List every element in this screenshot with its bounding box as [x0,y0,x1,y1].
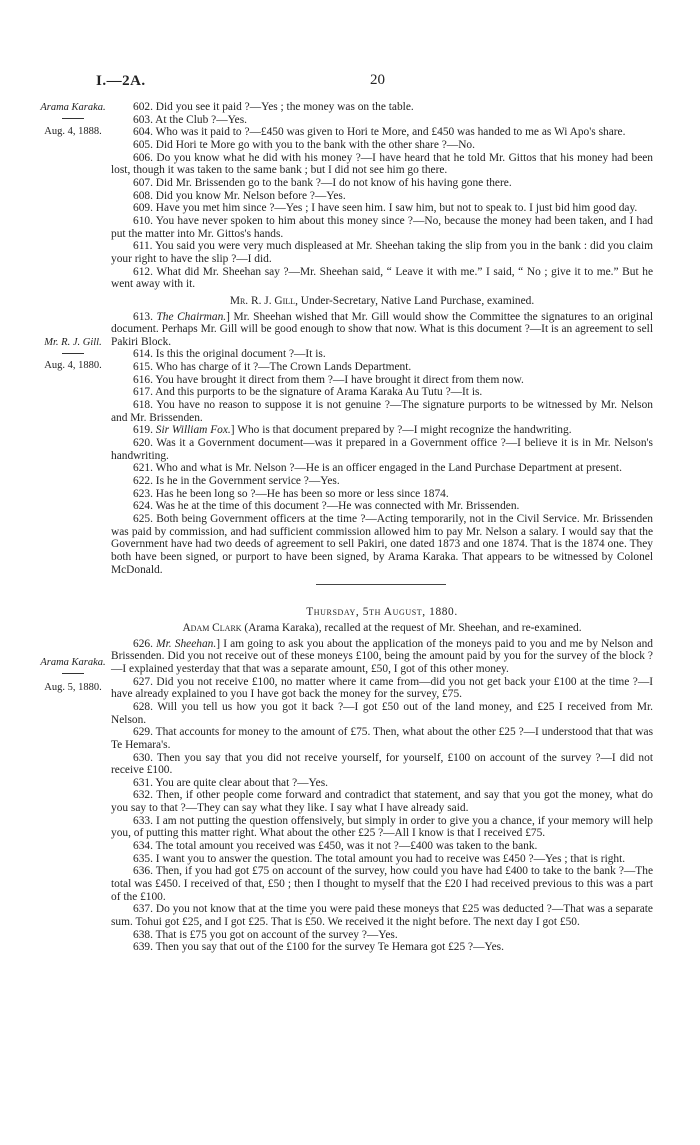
margin-witness-gill: Mr. R. J. Gill. [44,337,102,348]
question-paragraph: 632. Then, if other people come forward and contradict that statement, and say that you got the money, what do you say to that ?—They can say what they like. I say what I have already said. [111,789,653,815]
question-paragraph: 608. Did you know Mr. Nelson before ?—Yes. [133,189,346,202]
question-paragraph: 602. Did you see it paid ?—Yes ; the money was on the table. [133,101,414,113]
section-arama-aug4 [111,101,653,291]
question-paragraph: 633. I am not putting the question offensively, but simply in order to give you a chance, if your memory will help you, of putting this matter right. What about the other £25 ?—All I know is that I received £75. [111,814,653,840]
question-paragraph: 629. That accounts for money to the amount of £75. Then, what about the other £25 ?—I understood that that was Te Hemara's. [111,726,653,751]
witness-description: (Arama Karaka), recalled at the request of Mr. Sheehan, and re-examined. [241,621,582,634]
question-paragraph: 614. Is this the original document ?—It is. [133,348,326,361]
question-paragraph: 634. The total amount you received was £450, was it not ?—£400 was taken to the bank. [133,840,538,853]
question-paragraph: 616. You have brought it direct from them ?—I have brought it direct from them now. [133,373,524,386]
question-paragraph: 619. Sir William Fox.] Who is that document prepared by ?—I might recognize the handwriting. [133,424,572,437]
speaker-name: The Chairman. [156,310,227,323]
question-paragraph: 607. Did Mr. Brissenden go to the bank ?—I do not know of his having gone there. [133,176,512,189]
question-paragraph: 603. At the Club ?—Yes. [133,113,248,126]
question-paragraph: 636. Then, if you had got £75 on account of the survey, how could you have had £400 to take to the bank ?—The total was £450. I received of that, £50 ; then I thought to myself that the £20 I had received previous to this was a part of the £100. [111,865,653,903]
speaker-name: Sir William Fox. [155,424,231,437]
question-paragraph: 623. Has he been long so ?—He has been so more or less since 1874. [133,487,449,500]
question-paragraph: 604. Who was it paid to ?—£450 was given to Hori te More, and £450 was handed to me as Wi Apo's share. [133,126,626,139]
witness-name: Adam Clark [182,621,242,634]
witness-name: Mr. R. J. Gill [229,294,296,307]
question-paragraph: 618. You have no reason to suppose it is not genuine ?—The signature purports to be witnessed by Mr. Nelson and Mr. Brissenden. [111,399,653,424]
margin-date-3: Aug. 5, 1880. [44,682,102,693]
question-paragraph: 606. Do you know what he did with his money ?—I have heard that he told Mr. Gittos that his money had been lost, though it was taken to the same bank ; but I did not see him go there. [111,151,653,177]
question-paragraph: 627. Did you not receive £100, no matter where it came from—did you not get back your £100 at the time ?—I have already explained to you I have got back the money for the survey, £75. [111,675,653,701]
witness-heading [111,295,653,308]
question-paragraph: 639. Then you say that out of the £100 for the survey Te Hemara got £25 ?—Yes. [133,941,504,954]
question-paragraph: 610. You have never spoken to him about this money since ?—No, because the money had been taken, and I had put the matter into Mr. Gittos's hands. [111,214,653,240]
question-paragraph: 637. Do you not know that at the time you were paid these moneys that £25 was deducted ?—That was a separate sum. Tohui got £25, and I got £25. That is £50. We received it the night before. The next day I got £50. [111,903,653,929]
speaker-name: Mr. Sheehan. [156,637,217,650]
document-body [111,101,653,954]
section-arama-aug5 [111,606,653,954]
section-divider [111,576,653,606]
question-paragraph: 612. What did Mr. Sheehan say ?—Mr. Sheehan said, “ Leave it with me.” I said, “ No ; give it to me.” But he went away with it. [111,265,653,291]
margin-date-2: Aug. 4, 1880. [44,360,102,371]
question-paragraph: 625. Both being Government officers at the time ?—Acting temporarily, not in the Civil Service. Mr. Brissenden was paid by commission, and had sufficient commission allowed him to pay Mr. Nelson a salary. I would say that the Government have had two deeds of agreement to sell Pakiri, one dated 1873 and one 1874. That is the 1874 one. They both have been signed, or purport to have been signed, by Arama Karaka. That appears to be witnessed by Colonel McDonald. [111,513,653,576]
margin-divider [62,673,84,674]
question-paragraph: 611. You said you were very much displeased at Mr. Sheehan taking the slip from you in the bank : did you claim your right to have the slip ?—I did. [111,240,653,265]
question-paragraph: 638. That is £75 you got on account of the survey ?—Yes. [133,928,398,941]
question-paragraph: 628. Will you tell us how you got it back ?—I got £50 out of the land money, and £25 I received from Mr. Nelson. [111,700,653,726]
date-heading: Thursday, 5th August, 1880. [306,606,458,619]
section-gill [111,295,653,576]
question-paragraph: 631. You are quite clear about that ?—Yes. [133,776,328,789]
witness-heading [111,622,653,635]
question-paragraph: 626. Mr. Sheehan.] I am going to ask you about the application of the moneys paid to you and me by Nelson and Brissenden. Did you not receive out of these moneys £100, being the amount paid by you for the survey of the block ?—I explained yesterday that that was a separate amount, £50, I got of this other money. [111,637,653,675]
question-paragraph: 635. I want you to answer the question. The total amount you had to receive was £450 ?—Yes ; that is right. [133,852,626,865]
question-paragraph: 630. Then you say that you did not receive yourself, for yourself, £100 on account of the survey ?—I did not receive £100. [111,751,653,777]
question-paragraph: 622. Is he in the Government service ?—Yes. [133,475,340,488]
question-paragraph: 615. Who has charge of it ?—The Crown Lands Department. [133,361,412,374]
question-paragraph: 620. Was it a Government document—was it prepared in a Government office ?—I believe it is in Mr. Nelson's handwriting. [111,437,653,462]
question-paragraph: 617. And this purports to be the signature of Arama Karaka Au Tutu ?—It is. [133,386,483,399]
margin-witness-arama-2: Arama Karaka. [40,657,106,668]
question-paragraph: 624. Was he at the time of this document ?—He was connected with Mr. Brissenden. [133,500,520,513]
question-paragraph: 613. The Chairman.] Mr. Sheehan wished that Mr. Gill would show the Committee the signatures to an original document. Perhaps Mr. Gill will be good enough to show that now. What is this document ?—It is an agreement to sell Pakiri Block. [111,310,654,348]
question-paragraph: 621. Who and what is Mr. Nelson ?—He is an officer engaged in the Land Purchase Department at present. [133,462,622,475]
witness-description: , Under-Secretary, Native Land Purchase, examined. [295,294,535,307]
margin-divider [62,118,84,119]
margin-witness-arama-1: Arama Karaka. [40,102,106,113]
margin-date-1: Aug. 4, 1888. [44,126,102,137]
document-code: I.—2A. [96,73,146,89]
question-paragraph: 605. Did Hori te More go with you to the bank with the other share ?—No. [133,138,475,151]
page-number: 20 [370,72,385,88]
question-paragraph: 609. Have you met him since ?—Yes ; I have seen him. I saw him, but not to speak to. I just bid him good day. [133,202,638,215]
margin-divider [62,353,84,354]
